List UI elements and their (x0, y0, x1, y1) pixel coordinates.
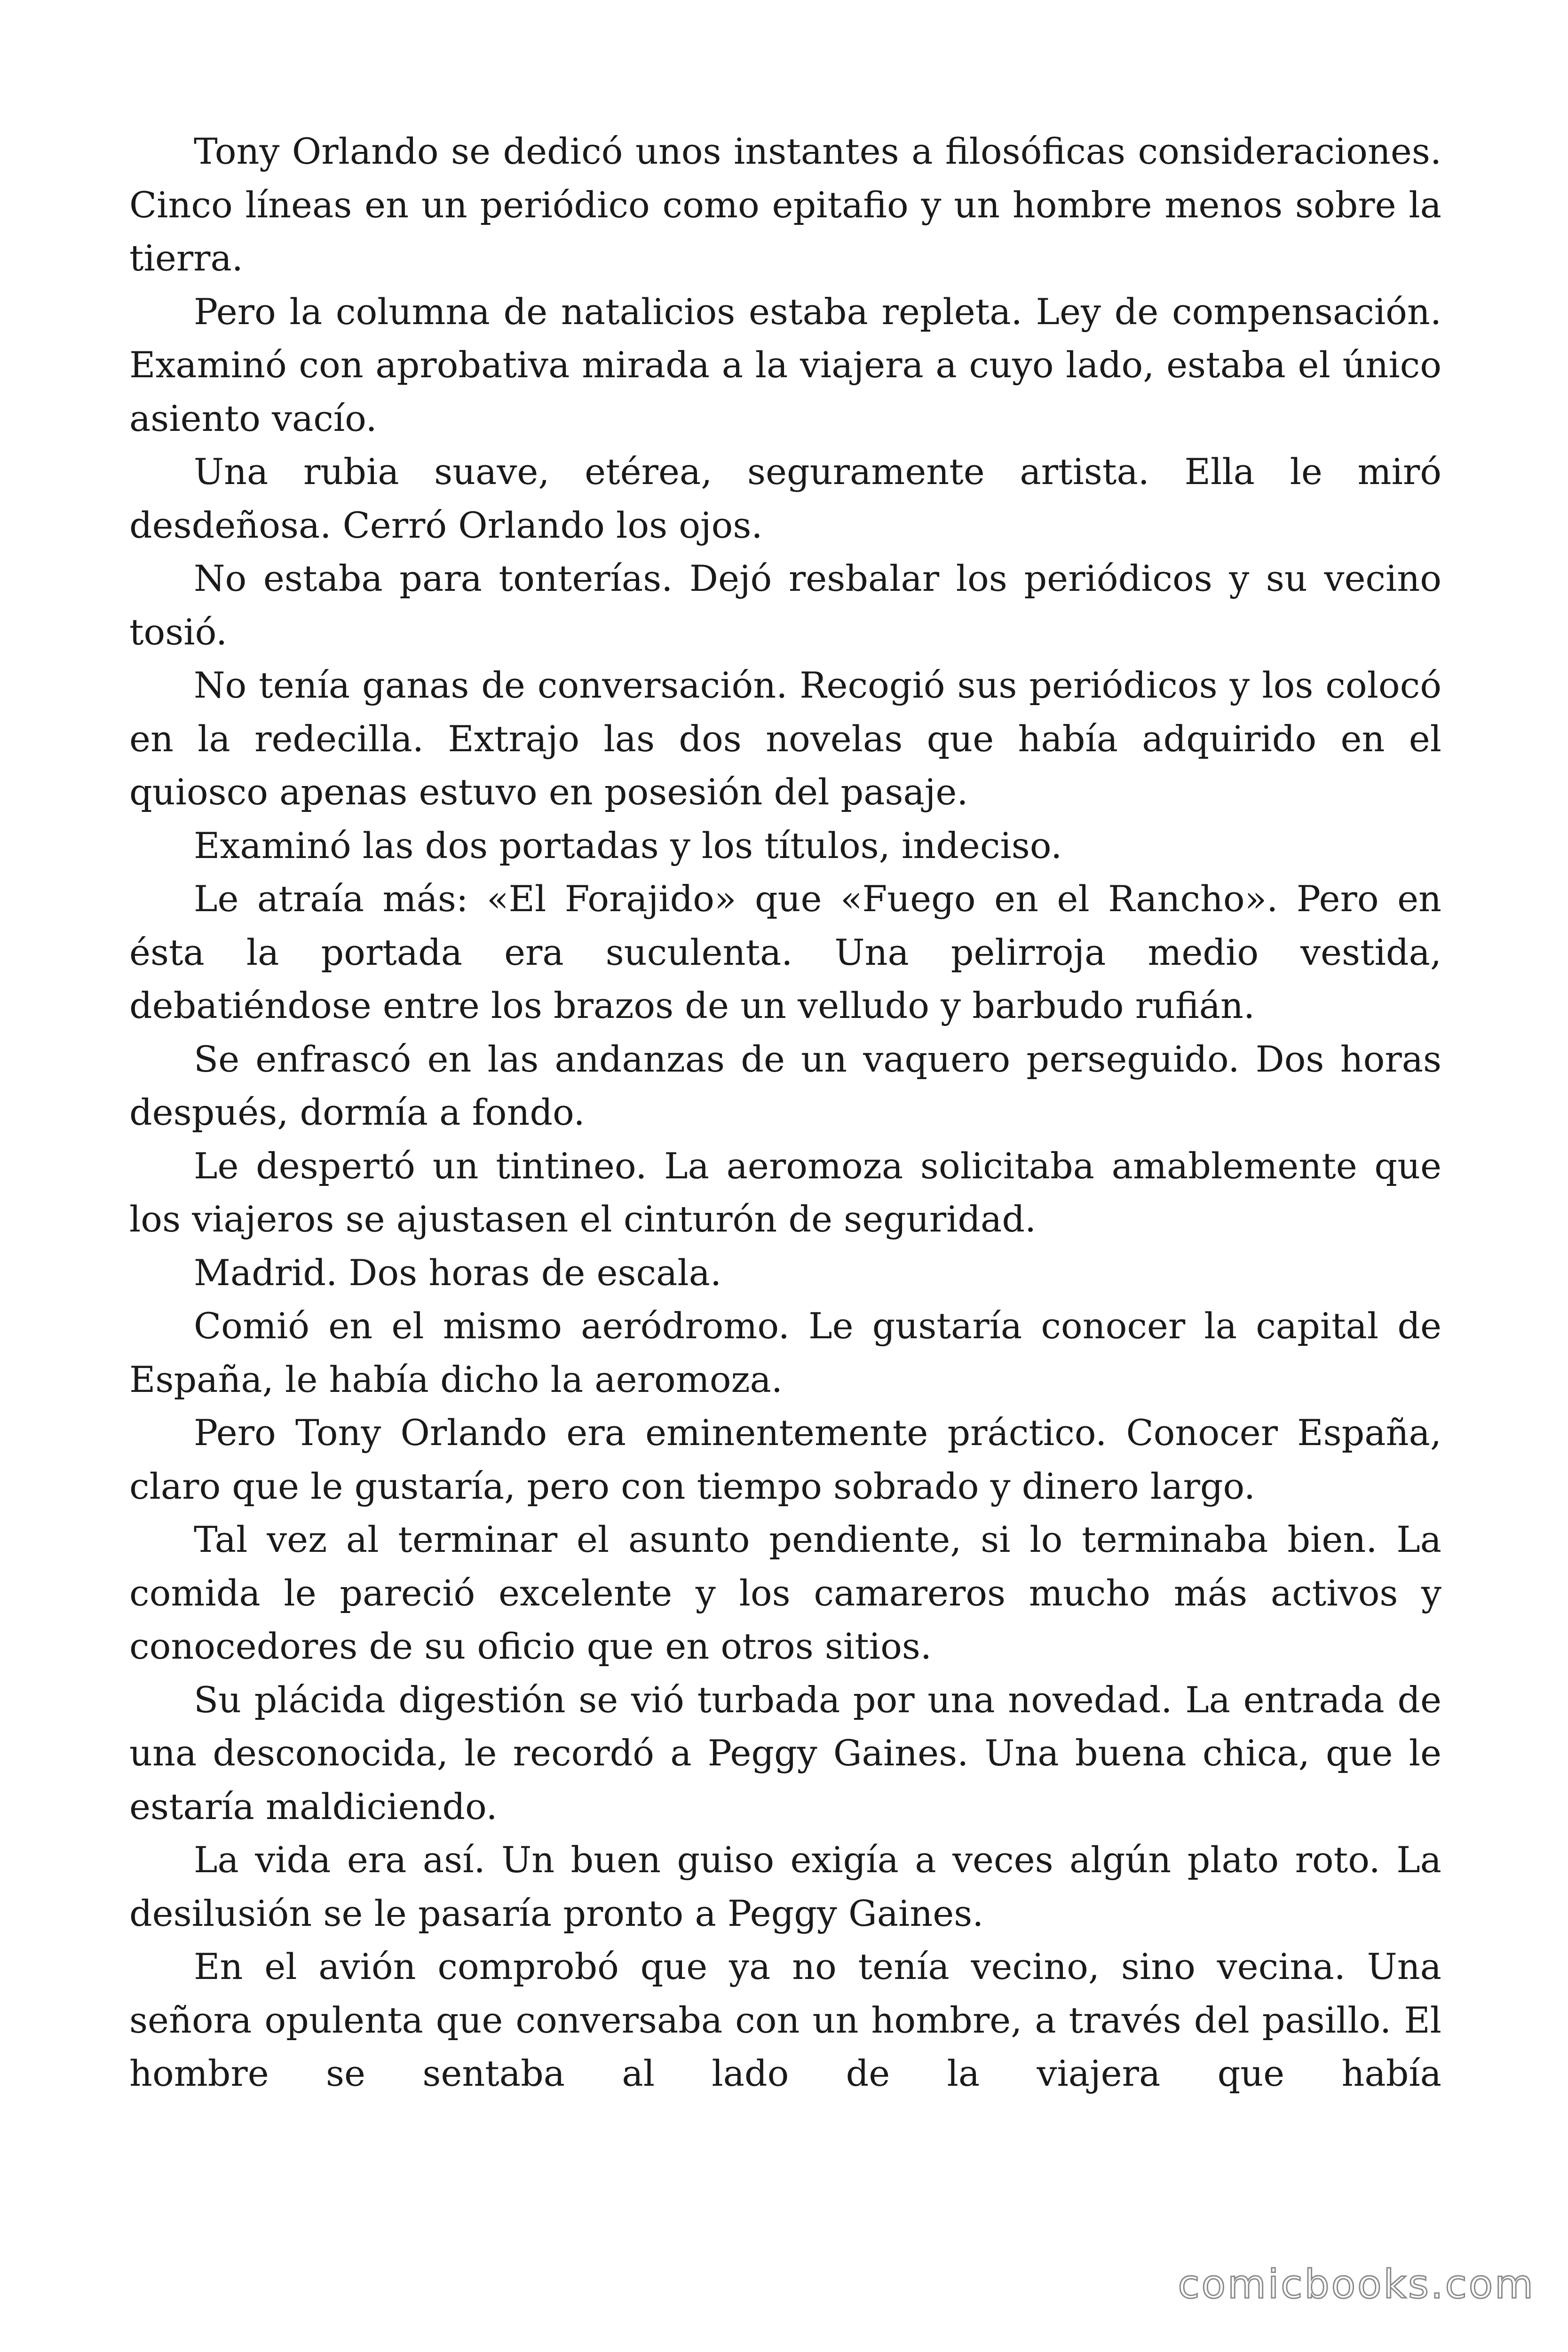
paragraph-6: Examinó las dos portadas y los títulos, indeciso. (194, 824, 1062, 866)
paragraph-12: Pero Tony Orlando era eminentemente práctico. Conocer España, claro que le gustaría, pero con tiempo sobrado y dinero largo. (129, 1412, 1441, 1507)
body-text (129, 125, 1441, 2100)
paragraph-9: Le despertó un tintineo. La aeromoza solicitaba amablemente que los viajeros se ajustasen el cinturón de seguridad. (129, 1144, 1441, 1240)
watermark: comicbooks.com (1178, 2261, 1535, 2307)
paragraph-15: La vida era así. Un buen guiso exigía a veces algún plato roto. La desilusión se le pasaría pronto a Peggy Gaines. (129, 1839, 1441, 1934)
paragraph-13: Tal vez al terminar el asunto pendiente, si lo terminaba bien. La comida le pareció excelente y los camareros mucho más activos y conocedores de su oficio que en otros sitios. (129, 1518, 1441, 1667)
paragraph-7: Le atraía más: «El Forajido» que «Fuego en el Rancho». Pero en ésta la portada era suculenta. Una pelirroja medio vestida, debatiéndose entre los brazos de un velludo y barbudo rufián. (129, 878, 1441, 1026)
paragraph-2: Pero la columna de natalicios estaba repleta. Ley de compensación. Examinó con aprobativa mirada a la viajera a cuyo lado, estaba el único asiento vacío. (129, 290, 1441, 439)
paragraph-3: Una rubia suave, etérea, seguramente artista. Ella le miró desdeñosa. Cerró Orlando los ojos. (129, 451, 1441, 546)
paragraph-14: Su plácida digestión se vió turbada por una novedad. La entrada de una desconocida, le recordó a Peggy Gaines. Una buena chica, que le estaría maldiciendo. (129, 1678, 1441, 1828)
paragraph-10: Madrid. Dos horas de escala. (194, 1251, 722, 1294)
paragraph-1: Tony Orlando se dedicó unos instantes a filosóficas consideraciones. Cinco líneas en un periódico como epitafio y un hombre menos sobre la tierra. (129, 130, 1441, 279)
paragraph-4: No estaba para tonterías. Dejó resbalar los periódicos y su vecino tosió. (129, 557, 1441, 653)
paragraph-16: En el avión comprobó que ya no tenía vecino, sino vecina. Una señora opulenta que conversaba con un hombre, a través del pasillo. El hombre se sentaba al lado de la viajera que había (129, 1946, 1441, 2094)
paragraph-8: Se enfrascó en las andanzas de un vaquero perseguido. Dos horas después, dormía a fondo. (129, 1038, 1441, 1133)
paragraph-5: No tenía ganas de conversación. Recogió sus periódicos y los colocó en la redecilla. Extrajo las dos novelas que había adquirido en el quiosco apenas estuvo en posesión del pasaje. (129, 664, 1441, 813)
paragraph-11: Comió en el mismo aeródromo. Le gustaría conocer la capital de España, le había dicho la aeromoza. (129, 1305, 1441, 1400)
